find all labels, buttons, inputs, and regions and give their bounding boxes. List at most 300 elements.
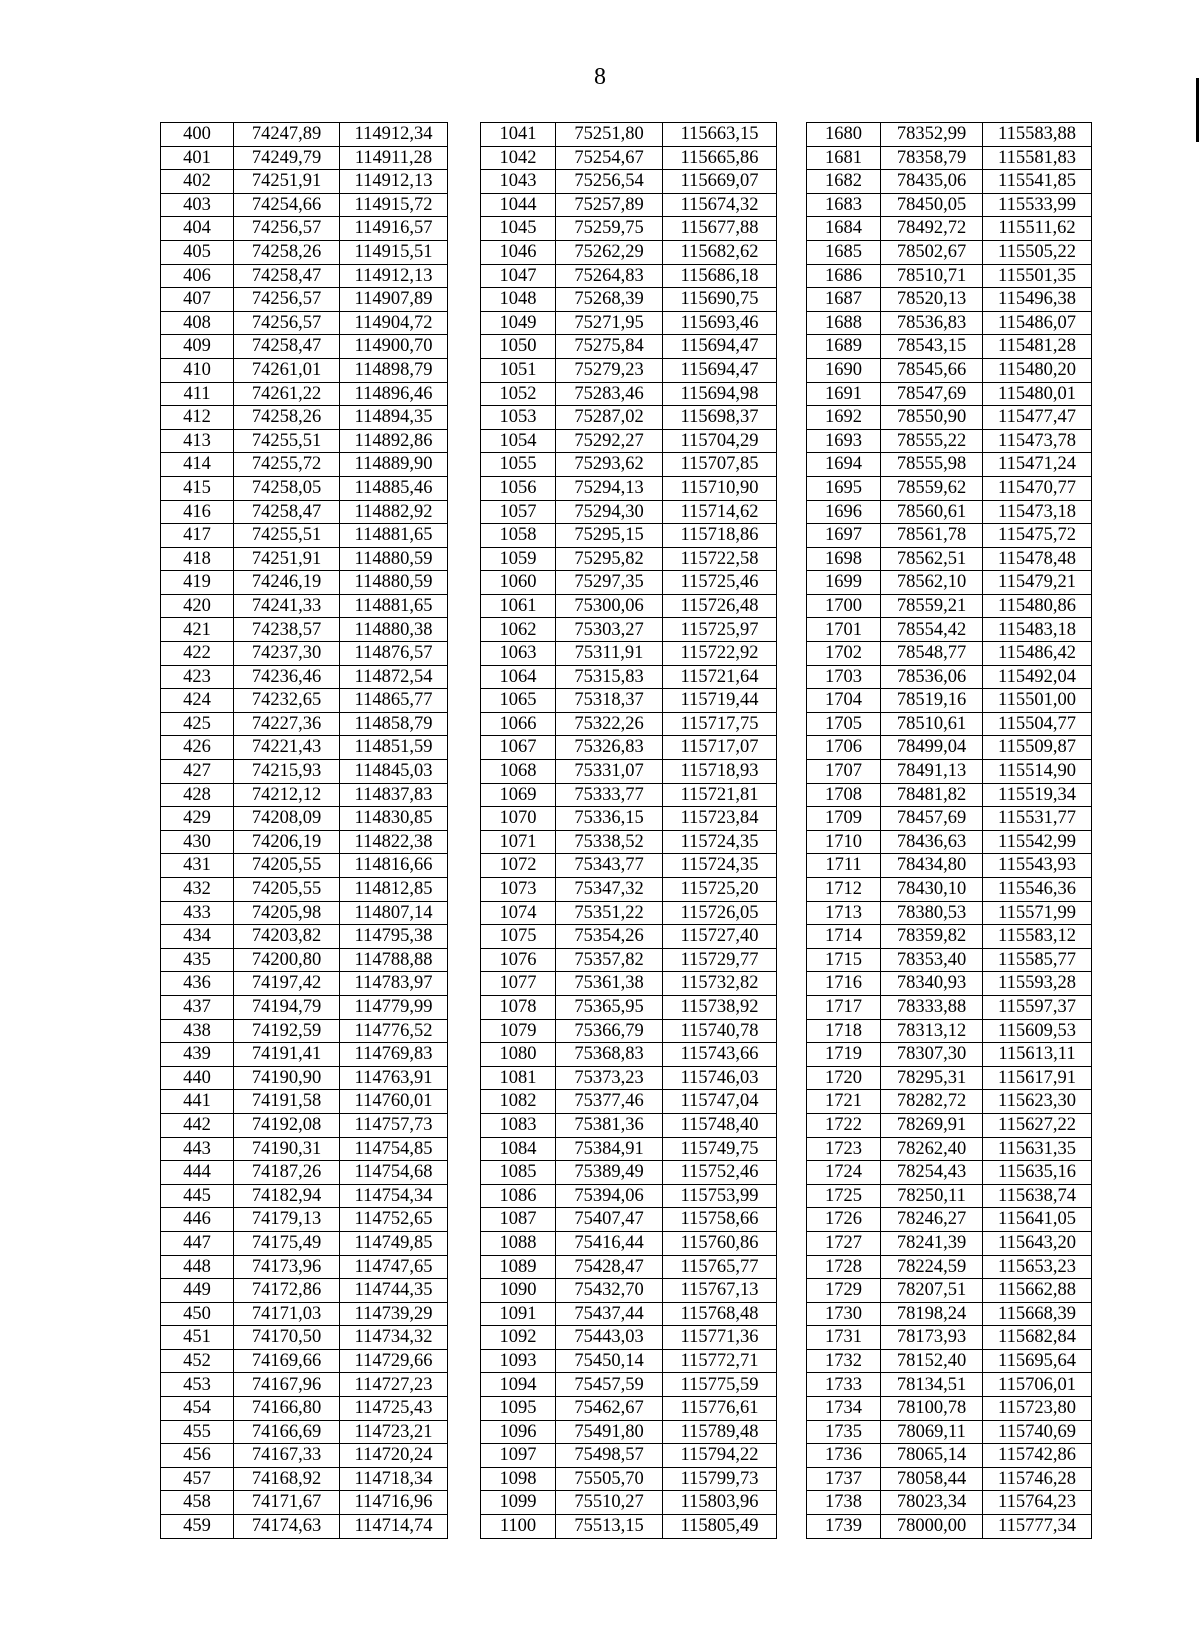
y-coordinate-cell: 115682,62: [663, 240, 777, 264]
y-coordinate-cell: 115775,59: [663, 1373, 777, 1397]
table-row: [161, 1515, 1092, 1539]
y-coordinate-cell: 114896,46: [340, 382, 448, 406]
column-gap: [777, 972, 807, 996]
point-number-cell: 450: [161, 1302, 234, 1326]
x-coordinate-cell: 78295,31: [881, 1066, 983, 1090]
x-coordinate-cell: 78510,61: [881, 712, 983, 736]
y-coordinate-cell: 115729,77: [663, 948, 777, 972]
point-number-cell: 1077: [481, 972, 556, 996]
column-gap: [448, 146, 481, 170]
table-row: [161, 358, 1092, 382]
point-number-cell: 1693: [807, 429, 881, 453]
column-gap: [448, 123, 481, 147]
x-coordinate-cell: 74166,69: [234, 1420, 340, 1444]
point-number-cell: 1068: [481, 760, 556, 784]
x-coordinate-cell: 74212,12: [234, 783, 340, 807]
point-number-cell: 414: [161, 453, 234, 477]
column-gap: [777, 807, 807, 831]
table-row: [161, 1467, 1092, 1491]
point-number-cell: 1692: [807, 406, 881, 430]
column-gap: [777, 1349, 807, 1373]
point-number-cell: 1083: [481, 1113, 556, 1137]
table-row: [161, 972, 1092, 996]
y-coordinate-cell: 115723,80: [983, 1397, 1092, 1421]
x-coordinate-cell: 75381,36: [556, 1113, 663, 1137]
column-gap: [448, 335, 481, 359]
point-number-cell: 1734: [807, 1397, 881, 1421]
column-gap: [777, 571, 807, 595]
x-coordinate-cell: 78333,88: [881, 995, 983, 1019]
x-coordinate-cell: 78353,40: [881, 948, 983, 972]
x-coordinate-cell: 75297,35: [556, 571, 663, 595]
point-number-cell: 1072: [481, 854, 556, 878]
y-coordinate-cell: 115767,13: [663, 1279, 777, 1303]
column-gap: [777, 1373, 807, 1397]
point-number-cell: 1048: [481, 288, 556, 312]
y-coordinate-cell: 115514,90: [983, 760, 1092, 784]
x-coordinate-cell: 75366,79: [556, 1019, 663, 1043]
y-coordinate-cell: 115477,47: [983, 406, 1092, 430]
point-number-cell: 445: [161, 1184, 234, 1208]
y-coordinate-cell: 115748,40: [663, 1113, 777, 1137]
y-coordinate-cell: 114727,23: [340, 1373, 448, 1397]
y-coordinate-cell: 114744,35: [340, 1279, 448, 1303]
y-coordinate-cell: 114779,99: [340, 995, 448, 1019]
table-row: [161, 1043, 1092, 1067]
table-row: [161, 712, 1092, 736]
point-number-cell: 1725: [807, 1184, 881, 1208]
column-gap: [777, 948, 807, 972]
x-coordinate-cell: 78269,91: [881, 1113, 983, 1137]
x-coordinate-cell: 74168,92: [234, 1467, 340, 1491]
point-number-cell: 1088: [481, 1231, 556, 1255]
table-row: [161, 948, 1092, 972]
x-coordinate-cell: 78481,82: [881, 783, 983, 807]
column-gap: [448, 1326, 481, 1350]
y-coordinate-cell: 114822,38: [340, 830, 448, 854]
y-coordinate-cell: 115732,82: [663, 972, 777, 996]
point-number-cell: 1060: [481, 571, 556, 595]
point-number-cell: 1052: [481, 382, 556, 406]
point-number-cell: 1738: [807, 1491, 881, 1515]
y-coordinate-cell: 114788,88: [340, 948, 448, 972]
point-number-cell: 1724: [807, 1161, 881, 1185]
x-coordinate-cell: 75384,91: [556, 1137, 663, 1161]
column-gap: [448, 1231, 481, 1255]
x-coordinate-cell: 78262,40: [881, 1137, 983, 1161]
y-coordinate-cell: 114912,13: [340, 170, 448, 194]
x-coordinate-cell: 74167,33: [234, 1444, 340, 1468]
table-row: [161, 642, 1092, 666]
point-number-cell: 452: [161, 1349, 234, 1373]
x-coordinate-cell: 74227,36: [234, 712, 340, 736]
point-number-cell: 1090: [481, 1279, 556, 1303]
column-gap: [448, 358, 481, 382]
column-gap: [777, 1326, 807, 1350]
column-gap: [448, 1208, 481, 1232]
column-gap: [777, 264, 807, 288]
x-coordinate-cell: 75338,52: [556, 830, 663, 854]
y-coordinate-cell: 115501,35: [983, 264, 1092, 288]
point-number-cell: 1054: [481, 429, 556, 453]
x-coordinate-cell: 75318,37: [556, 689, 663, 713]
y-coordinate-cell: 114725,43: [340, 1397, 448, 1421]
point-number-cell: 1053: [481, 406, 556, 430]
column-gap: [777, 642, 807, 666]
x-coordinate-cell: 78430,10: [881, 878, 983, 902]
point-number-cell: 1091: [481, 1302, 556, 1326]
column-gap: [777, 736, 807, 760]
x-coordinate-cell: 74197,42: [234, 972, 340, 996]
x-coordinate-cell: 78562,51: [881, 547, 983, 571]
x-coordinate-cell: 74251,91: [234, 170, 340, 194]
x-coordinate-cell: 78436,63: [881, 830, 983, 854]
point-number-cell: 1073: [481, 878, 556, 902]
point-number-cell: 1695: [807, 476, 881, 500]
column-gap: [448, 948, 481, 972]
y-coordinate-cell: 115752,46: [663, 1161, 777, 1185]
column-gap: [448, 1043, 481, 1067]
point-number-cell: 420: [161, 594, 234, 618]
y-coordinate-cell: 115668,39: [983, 1302, 1092, 1326]
point-number-cell: 1044: [481, 193, 556, 217]
y-coordinate-cell: 115723,84: [663, 807, 777, 831]
coordinates-table: [160, 122, 1092, 1539]
x-coordinate-cell: 74261,22: [234, 382, 340, 406]
y-coordinate-cell: 114734,32: [340, 1326, 448, 1350]
y-coordinate-cell: 114915,72: [340, 193, 448, 217]
point-number-cell: 408: [161, 311, 234, 335]
point-number-cell: 1050: [481, 335, 556, 359]
point-number-cell: 1690: [807, 358, 881, 382]
point-number-cell: 446: [161, 1208, 234, 1232]
point-number-cell: 1087: [481, 1208, 556, 1232]
y-coordinate-cell: 115742,86: [983, 1444, 1092, 1468]
column-gap: [777, 240, 807, 264]
y-coordinate-cell: 114816,66: [340, 854, 448, 878]
y-coordinate-cell: 115479,21: [983, 571, 1092, 595]
column-gap: [448, 1090, 481, 1114]
column-gap: [448, 193, 481, 217]
x-coordinate-cell: 74170,50: [234, 1326, 340, 1350]
column-gap: [448, 807, 481, 831]
column-gap: [448, 854, 481, 878]
column-gap: [777, 783, 807, 807]
table-row: [161, 217, 1092, 241]
column-gap: [777, 618, 807, 642]
x-coordinate-cell: 74241,33: [234, 594, 340, 618]
point-number-cell: 1089: [481, 1255, 556, 1279]
point-number-cell: 1093: [481, 1349, 556, 1373]
point-number-cell: 442: [161, 1113, 234, 1137]
y-coordinate-cell: 115777,34: [983, 1515, 1092, 1539]
x-coordinate-cell: 75343,77: [556, 854, 663, 878]
point-number-cell: 425: [161, 712, 234, 736]
point-number-cell: 1066: [481, 712, 556, 736]
x-coordinate-cell: 74179,13: [234, 1208, 340, 1232]
y-coordinate-cell: 114830,85: [340, 807, 448, 831]
point-number-cell: 1698: [807, 547, 881, 571]
y-coordinate-cell: 115740,69: [983, 1420, 1092, 1444]
x-coordinate-cell: 78499,04: [881, 736, 983, 760]
x-coordinate-cell: 78548,77: [881, 642, 983, 666]
x-coordinate-cell: 75293,62: [556, 453, 663, 477]
column-gap: [448, 712, 481, 736]
x-coordinate-cell: 75373,23: [556, 1066, 663, 1090]
point-number-cell: 1722: [807, 1113, 881, 1137]
column-gap: [448, 1397, 481, 1421]
y-coordinate-cell: 115480,20: [983, 358, 1092, 382]
point-number-cell: 1092: [481, 1326, 556, 1350]
column-gap: [777, 1208, 807, 1232]
y-coordinate-cell: 115764,23: [983, 1491, 1092, 1515]
x-coordinate-cell: 75416,44: [556, 1231, 663, 1255]
x-coordinate-cell: 78250,11: [881, 1184, 983, 1208]
x-coordinate-cell: 78152,40: [881, 1349, 983, 1373]
point-number-cell: 1685: [807, 240, 881, 264]
table-row: [161, 1255, 1092, 1279]
x-coordinate-cell: 78352,99: [881, 123, 983, 147]
point-number-cell: 1720: [807, 1066, 881, 1090]
y-coordinate-cell: 115543,93: [983, 854, 1092, 878]
point-number-cell: 1697: [807, 524, 881, 548]
x-coordinate-cell: 74205,55: [234, 878, 340, 902]
point-number-cell: 1699: [807, 571, 881, 595]
x-coordinate-cell: 74191,58: [234, 1090, 340, 1114]
x-coordinate-cell: 78000,00: [881, 1515, 983, 1539]
y-coordinate-cell: 114763,91: [340, 1066, 448, 1090]
x-coordinate-cell: 78536,06: [881, 665, 983, 689]
column-gap: [777, 335, 807, 359]
y-coordinate-cell: 115617,91: [983, 1066, 1092, 1090]
y-coordinate-cell: 115760,86: [663, 1231, 777, 1255]
point-number-cell: 1067: [481, 736, 556, 760]
x-coordinate-cell: 75331,07: [556, 760, 663, 784]
table-row: [161, 146, 1092, 170]
column-gap: [448, 382, 481, 406]
column-gap: [448, 760, 481, 784]
point-number-cell: 436: [161, 972, 234, 996]
point-number-cell: 1058: [481, 524, 556, 548]
x-coordinate-cell: 75292,27: [556, 429, 663, 453]
y-coordinate-cell: 115641,05: [983, 1208, 1092, 1232]
x-coordinate-cell: 75326,83: [556, 736, 663, 760]
point-number-cell: 1705: [807, 712, 881, 736]
x-coordinate-cell: 74254,66: [234, 193, 340, 217]
x-coordinate-cell: 74261,01: [234, 358, 340, 382]
y-coordinate-cell: 114880,38: [340, 618, 448, 642]
y-coordinate-cell: 115492,04: [983, 665, 1092, 689]
point-number-cell: 431: [161, 854, 234, 878]
x-coordinate-cell: 75336,15: [556, 807, 663, 831]
y-coordinate-cell: 114872,54: [340, 665, 448, 689]
x-coordinate-cell: 75505,70: [556, 1467, 663, 1491]
point-number-cell: 1680: [807, 123, 881, 147]
x-coordinate-cell: 75251,80: [556, 123, 663, 147]
x-coordinate-cell: 74166,80: [234, 1397, 340, 1421]
y-coordinate-cell: 115486,07: [983, 311, 1092, 335]
y-coordinate-cell: 115643,20: [983, 1231, 1092, 1255]
y-coordinate-cell: 115690,75: [663, 288, 777, 312]
point-number-cell: 1097: [481, 1444, 556, 1468]
y-coordinate-cell: 114716,96: [340, 1491, 448, 1515]
column-gap: [448, 571, 481, 595]
y-coordinate-cell: 114889,90: [340, 453, 448, 477]
point-number-cell: 1051: [481, 358, 556, 382]
column-gap: [777, 1184, 807, 1208]
y-coordinate-cell: 115478,48: [983, 547, 1092, 571]
column-gap: [448, 311, 481, 335]
column-gap: [448, 453, 481, 477]
y-coordinate-cell: 115753,99: [663, 1184, 777, 1208]
x-coordinate-cell: 75389,49: [556, 1161, 663, 1185]
point-number-cell: 421: [161, 618, 234, 642]
y-coordinate-cell: 115724,35: [663, 830, 777, 854]
point-number-cell: 434: [161, 925, 234, 949]
x-coordinate-cell: 74194,79: [234, 995, 340, 1019]
y-coordinate-cell: 114881,65: [340, 524, 448, 548]
y-coordinate-cell: 115803,96: [663, 1491, 777, 1515]
point-number-cell: 1694: [807, 453, 881, 477]
y-coordinate-cell: 115505,22: [983, 240, 1092, 264]
column-gap: [777, 170, 807, 194]
y-coordinate-cell: 115663,15: [663, 123, 777, 147]
y-coordinate-cell: 115725,46: [663, 571, 777, 595]
y-coordinate-cell: 114747,65: [340, 1255, 448, 1279]
point-number-cell: 412: [161, 406, 234, 430]
point-number-cell: 407: [161, 288, 234, 312]
y-coordinate-cell: 115597,37: [983, 995, 1092, 1019]
column-gap: [777, 476, 807, 500]
x-coordinate-cell: 78536,83: [881, 311, 983, 335]
x-coordinate-cell: 75357,82: [556, 948, 663, 972]
x-coordinate-cell: 75351,22: [556, 901, 663, 925]
y-coordinate-cell: 115721,81: [663, 783, 777, 807]
x-coordinate-cell: 74192,59: [234, 1019, 340, 1043]
x-coordinate-cell: 74255,51: [234, 524, 340, 548]
x-coordinate-cell: 78359,82: [881, 925, 983, 949]
point-number-cell: 1717: [807, 995, 881, 1019]
column-gap: [448, 995, 481, 1019]
x-coordinate-cell: 78246,27: [881, 1208, 983, 1232]
point-number-cell: 1688: [807, 311, 881, 335]
x-coordinate-cell: 78510,71: [881, 264, 983, 288]
x-coordinate-cell: 75268,39: [556, 288, 663, 312]
table-row: [161, 264, 1092, 288]
y-coordinate-cell: 115704,29: [663, 429, 777, 453]
y-coordinate-cell: 115746,03: [663, 1066, 777, 1090]
x-coordinate-cell: 78435,06: [881, 170, 983, 194]
table-row: [161, 240, 1092, 264]
table-row: [161, 1090, 1092, 1114]
y-coordinate-cell: 114795,38: [340, 925, 448, 949]
point-number-cell: 1075: [481, 925, 556, 949]
column-gap: [448, 1255, 481, 1279]
y-coordinate-cell: 115693,46: [663, 311, 777, 335]
x-coordinate-cell: 74190,90: [234, 1066, 340, 1090]
point-number-cell: 1078: [481, 995, 556, 1019]
column-gap: [448, 1373, 481, 1397]
x-coordinate-cell: 75254,67: [556, 146, 663, 170]
x-coordinate-cell: 74255,51: [234, 429, 340, 453]
column-gap: [777, 760, 807, 784]
point-number-cell: 1707: [807, 760, 881, 784]
point-number-cell: 1084: [481, 1137, 556, 1161]
column-gap: [777, 689, 807, 713]
point-number-cell: 1701: [807, 618, 881, 642]
point-number-cell: 416: [161, 500, 234, 524]
y-coordinate-cell: 115722,92: [663, 642, 777, 666]
x-coordinate-cell: 78224,59: [881, 1255, 983, 1279]
x-coordinate-cell: 74167,96: [234, 1373, 340, 1397]
y-coordinate-cell: 115585,77: [983, 948, 1092, 972]
column-gap: [448, 1491, 481, 1515]
y-coordinate-cell: 115541,85: [983, 170, 1092, 194]
point-number-cell: 1715: [807, 948, 881, 972]
column-gap: [777, 123, 807, 147]
x-coordinate-cell: 78100,78: [881, 1397, 983, 1421]
x-coordinate-cell: 74251,91: [234, 547, 340, 571]
x-coordinate-cell: 78065,14: [881, 1444, 983, 1468]
y-coordinate-cell: 115707,85: [663, 453, 777, 477]
x-coordinate-cell: 78550,90: [881, 406, 983, 430]
column-gap: [777, 901, 807, 925]
y-coordinate-cell: 114885,46: [340, 476, 448, 500]
point-number-cell: 438: [161, 1019, 234, 1043]
y-coordinate-cell: 114754,34: [340, 1184, 448, 1208]
y-coordinate-cell: 115504,77: [983, 712, 1092, 736]
x-coordinate-cell: 75303,27: [556, 618, 663, 642]
x-coordinate-cell: 74246,19: [234, 571, 340, 595]
y-coordinate-cell: 115740,78: [663, 1019, 777, 1043]
column-gap: [777, 830, 807, 854]
x-coordinate-cell: 78560,61: [881, 500, 983, 524]
x-coordinate-cell: 74190,31: [234, 1137, 340, 1161]
table-row: [161, 429, 1092, 453]
column-gap: [448, 642, 481, 666]
x-coordinate-cell: 75287,02: [556, 406, 663, 430]
point-number-cell: 451: [161, 1326, 234, 1350]
x-coordinate-cell: 78561,78: [881, 524, 983, 548]
point-number-cell: 1061: [481, 594, 556, 618]
y-coordinate-cell: 114882,92: [340, 500, 448, 524]
y-coordinate-cell: 115581,83: [983, 146, 1092, 170]
column-gap: [777, 1113, 807, 1137]
x-coordinate-cell: 78134,51: [881, 1373, 983, 1397]
column-gap: [448, 1444, 481, 1468]
scan-edge-mark: [1196, 78, 1199, 142]
x-coordinate-cell: 75315,83: [556, 665, 663, 689]
point-number-cell: 437: [161, 995, 234, 1019]
column-gap: [448, 170, 481, 194]
y-coordinate-cell: 115694,98: [663, 382, 777, 406]
column-gap: [777, 1137, 807, 1161]
x-coordinate-cell: 75462,67: [556, 1397, 663, 1421]
table-row: [161, 1420, 1092, 1444]
table-row: [161, 571, 1092, 595]
x-coordinate-cell: 74175,49: [234, 1231, 340, 1255]
column-gap: [448, 1349, 481, 1373]
y-coordinate-cell: 115718,86: [663, 524, 777, 548]
point-number-cell: 1684: [807, 217, 881, 241]
point-number-cell: 403: [161, 193, 234, 217]
column-gap: [777, 594, 807, 618]
coordinates-table-container: [160, 122, 1092, 1539]
x-coordinate-cell: 75498,57: [556, 1444, 663, 1468]
point-number-cell: 1700: [807, 594, 881, 618]
x-coordinate-cell: 78543,15: [881, 335, 983, 359]
column-gap: [448, 901, 481, 925]
